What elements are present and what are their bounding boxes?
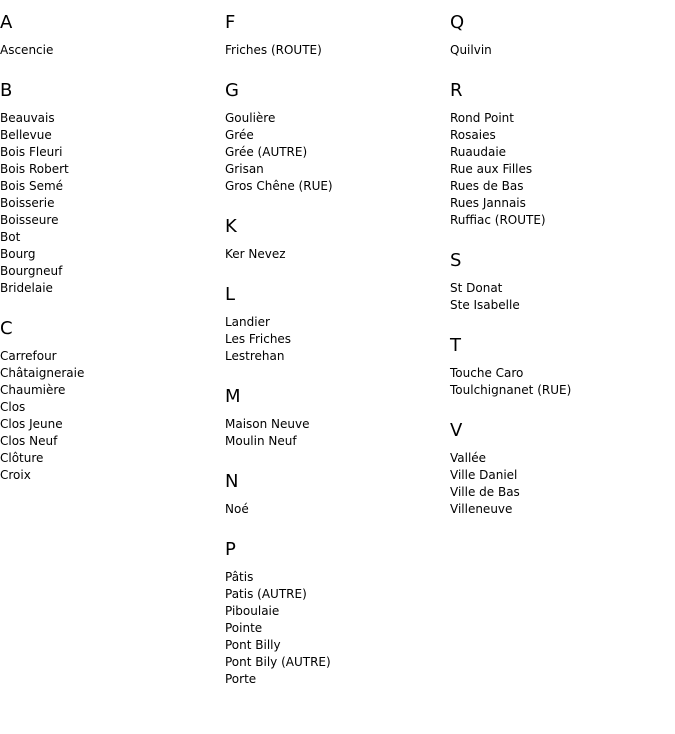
street-list [0, 110, 225, 297]
street-list [0, 42, 225, 59]
street-link[interactable]: Grée [225, 128, 254, 142]
street-link[interactable]: Lestrehan [225, 349, 285, 363]
street-link[interactable]: Ruaudaie [450, 145, 507, 159]
street-index-column-3 [450, 0, 675, 539]
letter-heading: C [0, 318, 13, 339]
street-link[interactable]: Gros Chêne (RUE) [225, 179, 333, 193]
letter-group [225, 471, 450, 518]
letter-heading: P [225, 539, 236, 560]
street-link[interactable]: Boisserie [0, 196, 55, 210]
letter-group [225, 12, 450, 59]
street-link[interactable]: Clos Jeune [0, 417, 63, 431]
letter-group [225, 386, 450, 450]
street-link[interactable]: Porte [225, 672, 257, 686]
letter-heading: S [450, 250, 462, 271]
street-link[interactable]: Rues de Bas [450, 179, 524, 193]
letter-heading: A [0, 12, 13, 33]
street-link[interactable]: Rond Point [450, 111, 514, 125]
letter-heading: L [225, 284, 236, 305]
street-link[interactable]: Ker Nevez [225, 247, 286, 261]
street-link[interactable]: Les Friches [225, 332, 292, 346]
street-list [225, 42, 450, 59]
letter-group [225, 284, 450, 365]
street-link[interactable]: Bourgneuf [0, 264, 63, 278]
street-list [225, 501, 450, 518]
street-link[interactable]: Maison Neuve [225, 417, 310, 431]
letter-heading: G [225, 80, 239, 101]
street-link[interactable]: Ascencie [0, 43, 54, 57]
street-link[interactable]: Clôture [0, 451, 44, 465]
letter-group [0, 80, 225, 297]
street-link[interactable]: Pointe [225, 621, 263, 635]
letter-group [450, 335, 675, 399]
street-link[interactable]: Pâtis [225, 570, 254, 584]
street-link[interactable]: Vallée [450, 451, 487, 465]
letter-heading: K [225, 216, 237, 237]
letter-group [450, 80, 675, 229]
street-index-column-2 [225, 0, 450, 709]
street-link[interactable]: Beauvais [0, 111, 55, 125]
letter-group [225, 539, 450, 688]
street-link[interactable]: Chaumière [0, 383, 66, 397]
letter-group [0, 12, 225, 59]
street-list [450, 42, 675, 59]
street-link[interactable]: Ste Isabelle [450, 298, 520, 312]
street-link[interactable]: Boisseure [0, 213, 59, 227]
street-list [0, 348, 225, 484]
street-link[interactable]: Rues Jannais [450, 196, 526, 210]
street-list [225, 110, 450, 195]
street-link[interactable]: Ville de Bas [450, 485, 520, 499]
letter-heading: F [225, 12, 236, 33]
letter-group [225, 80, 450, 195]
street-link[interactable]: Rosaies [450, 128, 496, 142]
street-link[interactable]: Noé [225, 502, 249, 516]
letter-heading: M [225, 386, 241, 407]
street-link[interactable]: Ville Daniel [450, 468, 518, 482]
street-link[interactable]: Bois Fleuri [0, 145, 63, 159]
street-link[interactable]: Piboulaie [225, 604, 280, 618]
street-list [225, 416, 450, 450]
street-link[interactable]: Friches (ROUTE) [225, 43, 322, 57]
street-link[interactable]: Pont Bily (AUTRE) [225, 655, 331, 669]
street-list [225, 569, 450, 688]
street-link[interactable]: Villeneuve [450, 502, 513, 516]
street-link[interactable]: Bridelaie [0, 281, 53, 295]
street-link[interactable]: Landier [225, 315, 270, 329]
street-link[interactable]: Moulin Neuf [225, 434, 297, 448]
street-link[interactable]: Quilvin [450, 43, 492, 57]
street-link[interactable]: Grisan [225, 162, 264, 176]
street-link[interactable]: Bellevue [0, 128, 52, 142]
street-list [225, 314, 450, 365]
letter-heading: Q [450, 12, 465, 33]
street-link[interactable]: Bot [0, 230, 21, 244]
letter-group [450, 250, 675, 314]
letter-heading: B [0, 80, 13, 101]
letter-group [225, 216, 450, 263]
street-link[interactable]: Bois Robert [0, 162, 69, 176]
street-link[interactable]: Rue aux Filles [450, 162, 533, 176]
street-link[interactable]: St Donat [450, 281, 503, 295]
street-index-column-1 [0, 0, 225, 505]
street-link[interactable]: Croix [0, 468, 31, 482]
street-list [450, 110, 675, 229]
street-link[interactable]: Toulchignanet (RUE) [450, 383, 572, 397]
street-link[interactable]: Touche Caro [450, 366, 524, 380]
letter-group [0, 318, 225, 484]
street-link[interactable]: Carrefour [0, 349, 57, 363]
letter-group [450, 12, 675, 59]
street-list [450, 365, 675, 399]
street-list [450, 280, 675, 314]
letter-heading: N [225, 471, 239, 492]
letter-heading: R [450, 80, 463, 101]
street-link[interactable]: Châtaigneraie [0, 366, 85, 380]
street-link[interactable]: Goulière [225, 111, 276, 125]
street-link[interactable]: Pont Billy [225, 638, 281, 652]
street-link[interactable]: Bois Semé [0, 179, 64, 193]
letter-heading: T [450, 335, 461, 356]
street-link[interactable]: Clos [0, 400, 26, 414]
street-list [450, 450, 675, 518]
letter-group [450, 420, 675, 518]
letter-heading: V [450, 420, 463, 441]
street-link[interactable]: Clos Neuf [0, 434, 58, 448]
street-link[interactable]: Bourg [0, 247, 36, 261]
street-link[interactable]: Ruffiac (ROUTE) [450, 213, 546, 227]
street-link[interactable]: Grée (AUTRE) [225, 145, 308, 159]
street-link[interactable]: Patis (AUTRE) [225, 587, 307, 601]
street-list [225, 246, 450, 263]
